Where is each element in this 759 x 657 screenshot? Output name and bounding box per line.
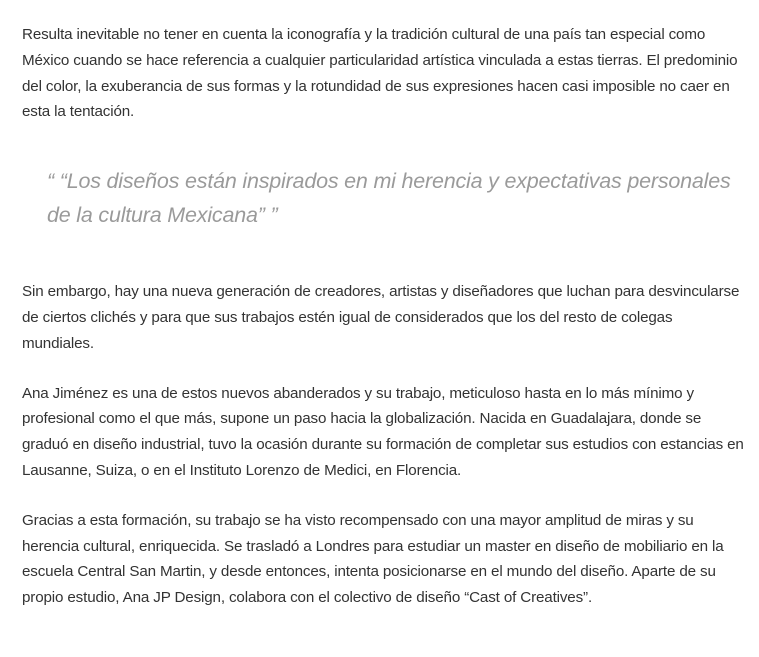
article-paragraph-formation: Gracias a esta formación, su trabajo se ha visto recompensado con una mayor amplitud de miras y su herencia cultural, enriquecida. Se trasladó a Londres para estudiar un master en diseño de mobiliario en la escuela Central San Martin, y desde entonces, intenta posicionarse en el mundo del diseño. Aparte de su propio estudio, Ana JP Design, colabora con el colectivo de diseño “Cast of Creatives”. — [22, 511, 724, 607]
article-paragraph-ana-jimenez: Ana Jiménez es una de estos nuevos abanderados y su trabajo, meticuloso hasta en lo más mínimo y profesional como el que más, supone un paso hacia la globalización. Nacida en Guadalajara, donde se graduó en diseño industrial, tuvo la ocasión durante su formación de completar sus estudios con estancias en Lausanne, Suiza, o en el Instituto Lorenzo de Medici, en Florencia. — [22, 384, 744, 479]
pull-quote — [22, 164, 748, 232]
spacer — [22, 357, 748, 381]
article-paragraph-intro: Resulta inevitable no tener en cuenta la iconografía y la tradición cultural de una país tan especial como México cuando se hace referencia a cualquier particularidad artística vinculada a estas tierras. El predominio del color, la exuberancia de sus formas y la rotundidad de sus expresiones hacen casi imposible no caer en esta la tentación. — [22, 26, 738, 121]
spacer — [22, 484, 748, 508]
pull-quote-text: “ “Los diseños están inspirados en mi herencia y expectativas personales de la cultura Mexicana” ” — [47, 169, 731, 228]
article-body — [22, 22, 748, 611]
article-paragraph-new-generation: Sin embargo, hay una nueva generación de creadores, artistas y diseñadores que luchan para desvincularse de ciertos clichés y para que sus trabajos estén igual de considerados que los del resto de colegas mundiales. — [22, 283, 740, 352]
spacer — [22, 232, 748, 279]
